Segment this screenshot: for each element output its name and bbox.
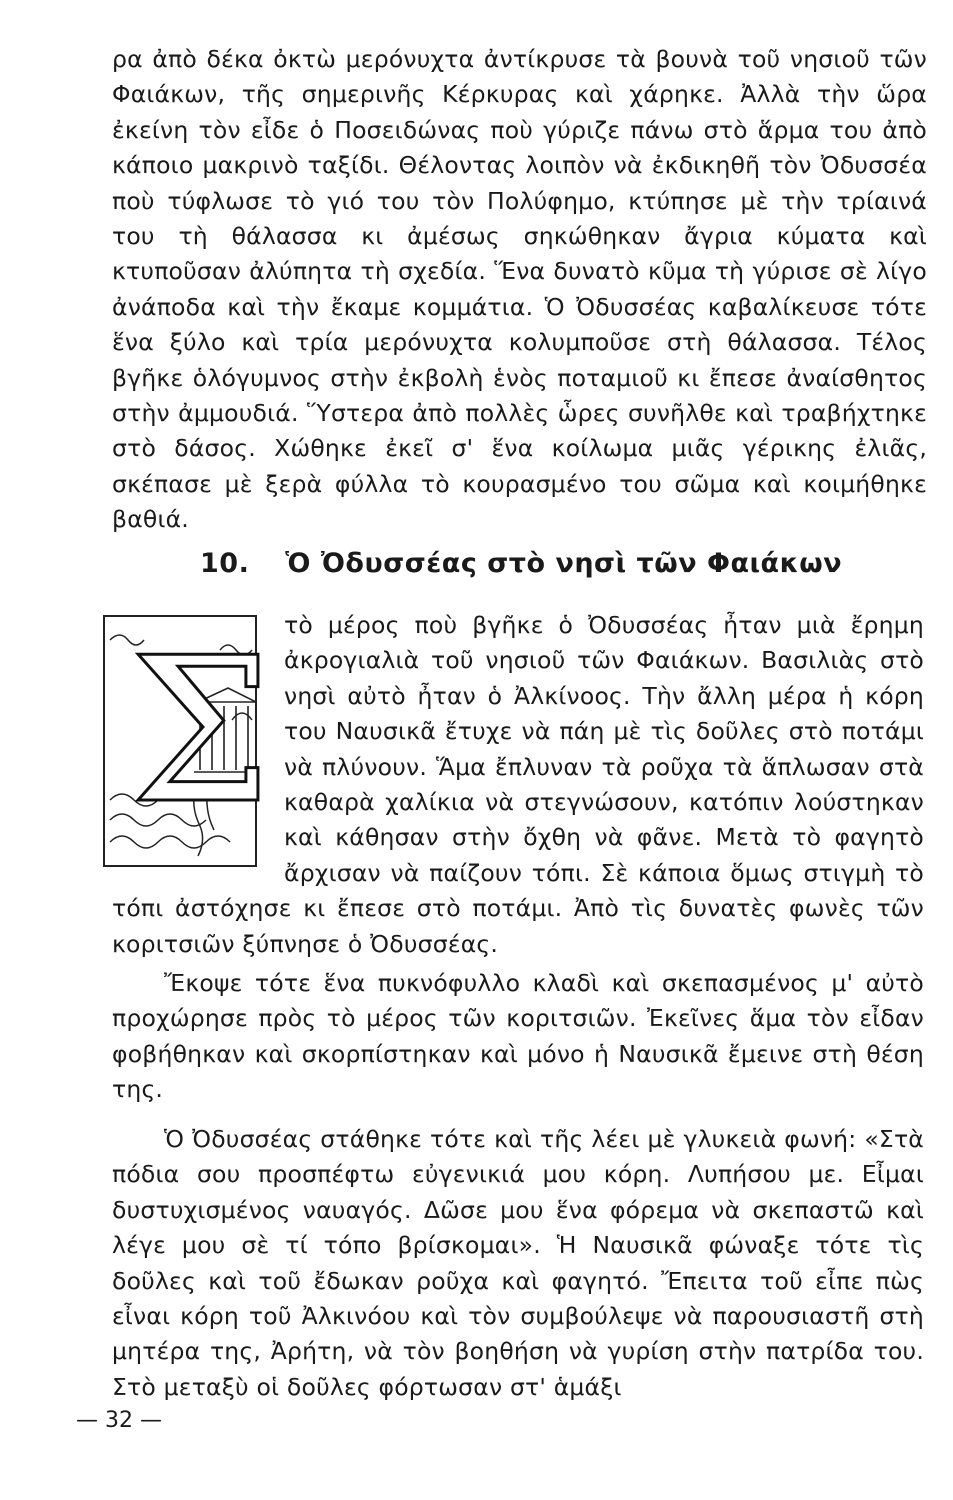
- chapter-heading: [200, 548, 900, 579]
- dropcap-space: [112, 608, 272, 888]
- paragraph: Ἔκοψε τότε ἕνα πυκνόφυλλο κλαδὶ καὶ σκεπασμένος μ' αὐτὸ προχώρησε πρὸς τὸ μέρος τῶν κοριτσιῶν. Ἐκεῖνες ἅμα τὸν εἶδαν φοβήθηκαν καὶ σκορπίστηκαν καὶ μόνο ἡ Ναυσικᾶ ἔμεινε στὴ θέση της.: [112, 969, 924, 1104]
- page-number: — 32 —: [76, 1408, 162, 1433]
- paragraph-opening-text: τὸ μέρος ποὺ βγῆκε ὁ Ὀδυσσέας ἦταν μιὰ ἔρημη ἀκρογιαλιὰ τοῦ νησιοῦ τῶν Φαιάκων. Βασιλιὰς στὸ νησὶ αὐτὸ ἦταν ὁ Ἀλκίνοος. Τὴν ἄλλη μέρα ἡ κόρη του Ναυσικᾶ ἔτυχε νὰ πάη μὲ τὶς δοῦλες στὸ ποτάμι νὰ πλύνουν. Ἅμα ἔπλυναν τὰ ροῦχα τὰ ἅπλωσαν στὰ καθαρὰ χαλίκια νὰ στεγνώσουν, κατόπιν λούστηκαν καὶ κάθησαν στὴν ὄχθη νὰ φᾶνε. Μετὰ τὸ φαγητὸ ἄρχισαν νὰ παίζουν τόπι. Σὲ κάποια ὅμως στιγμὴ τὸ τόπι ἀστόχησε κι ἔπεσε στὸ ποτάμι. Ἀπὸ τὶς δυνατὲς φωνὲς τῶν κοριτσιῶν ξύπνησε ὁ Ὀδυσσέας.: [112, 611, 924, 958]
- chapter-title: Ὁ Ὀδυσσέας στὸ νησὶ τῶν Φαιάκων: [285, 548, 843, 579]
- dropcap-sigma: Σ: [130, 615, 262, 848]
- chapter-number: 10.: [200, 548, 250, 579]
- paragraph-continued: ρα ἀπὸ δέκα ὀκτὼ μερόνυχτα ἀντίκρυσε τὰ βουνὰ τοῦ νησιοῦ τῶν Φαιάκων, τῆς σημερινῆς Κέρκυρας καὶ χάρηκε. Ἀλλὰ τὴν ὥρα ἐκείνη τὸν εἶδε ὁ Ποσειδώνας ποὺ γύριζε πάνω στὸ ἅρμα του ἀπὸ κάποιο μακρινὸ ταξίδι. Θέλοντας λοιπὸν νὰ ἐκδικηθῆ τὸν Ὀδυσσέα ποὺ τύφλωσε τὸ γιό του τὸν Πολύφημο, κτύπησε μὲ τὴν τρίαινά του τὴ θάλασσα κι ἀμέσως σηκώθηκαν ἄγρια κύματα καὶ κτυποῦσαν ἀλύπητα τὴ σχεδία. Ἕνα δυνατὸ κῦμα τὴ γύρισε σὲ λίγο ἀνάποδα καὶ τὴν ἔκαμε κομμάτια. Ὁ Ὀδυσσέας καβαλίκευσε τότε ἕνα ξύλο καὶ τρία μερόνυχτα κολυμποῦσε στὴ θάλασσα. Τέλος βγῆκε ὁλόγυμνος στὴν ἐκβολὴ ἑνὸς ποταμιοῦ κι ἔπεσε ἀναίσθητος στὴν ἀμμουδιά. Ὕστερα ἀπὸ πολλὲς ὧρες συνῆλθε καὶ τραβήχτηκε στὸ δάσος. Χώθηκε ἐκεῖ σ' ἕνα κοίλωμα μιᾶς γέρικης ἐλιᾶς, σκέπασε μὲ ξερὰ φύλλα τὸ κουρασμένο του σῶμα καὶ κοιμήθηκε βαθιά.: [112, 45, 927, 534]
- paragraph-opening: [112, 608, 924, 962]
- paragraph: Ὁ Ὀδυσσέας στάθηκε τότε καὶ τῆς λέει μὲ γλυκειὰ φωνή: «Στὰ πόδια σου προσπέφτω εὐγενικιά μου κόρη. Λυπήσου με. Εἶμαι δυστυχισμένος ναυαγός. Δῶσε μου ἕνα φόρεμα νὰ σκεπαστῶ καὶ λέγε μου σὲ τί τόπο βρίσκομαι». Ἡ Ναυσικᾶ φώναξε τότε τὶς δοῦλες καὶ τοῦ ἔδωκαν ροῦχα καὶ φαγητό. Ἔπειτα τοῦ εἶπε πὼς εἶναι κόρη τοῦ Ἀλκινόου καὶ τὸν συμβούλεψε νὰ παρουσιαστῆ στὴ μητέρα της, Ἀρήτη, νὰ τὸν βοηθήση νὰ γυρίση στὴν πατρίδα του. Στὸ μεταξὺ οἱ δοῦλες φόρτωσαν στ' ἁμάξι: [112, 1125, 924, 1401]
